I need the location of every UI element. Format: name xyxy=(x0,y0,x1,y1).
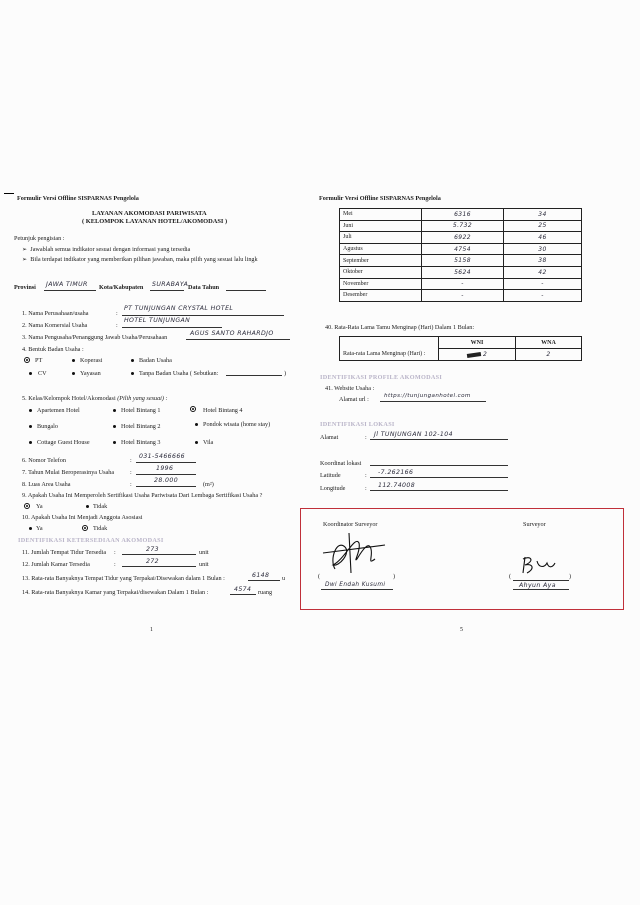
month-cell-month: November xyxy=(340,278,422,290)
page-1: Formulir Versi Offline SISPARNAS Pengelola LAYANAN AKOMODASI PARIWISATA ( KELOMPOK LAYANAN HOTEL/AKOMODASI ) Petunjuk pengisian : ➢ Jawablah semua indikator sesuai dengan informasi yang tersedia ➢ Bila terdapat indikator yang memberikan pilihan jawaban, maka pilih yang sesuai lalu lingk Provinsi JAWA TIMUR Kota/Kabupaten SURABAYA Data Tahun 1. Nama Perusahaan/usaha : PT TUNJUNGAN CRYSTAL HOTEL 2. Nama Komersial Usaha : HOTEL TUNJUNGAN 3. Nama Pengusaha/Penanggung Jawab Usaha/Perusahaan AGUS SANTO RAHARDJO 4. Bentuk Badan Usaha : PT Koperasi Badan Usaha CV Yayasan Tanpa Badan Usaha ( Sebutkan: ) 5. Kelas/Kelompok Hotel/Akomodasi (Pilih yang sesuai) : Apartemen Hotel Hotel Bintang 1 Hotel Bintang 4 Bungalo Hotel Bintang 2 Pondok wisata (home stay) Cottage Guest House Hotel Bintang 3 Vila 6. Nomor Telefon : 031-5466666 7. Tahun Mulai Beroperasinya Usaha : 1996 8. Luas Area Usaha : 28.000 (m²) 9. Apakah Usaha Ini Memperoleh Sertifikasi Usaha Pariwisata Dari Lembaga Sertifikasi Usaha ? Ya Tidak 10. Apakah Usaha Ini Menjadi Anggota Asosiasi Ya Tidak IDENTIFIKASI KETERSEDIAAN AKOMODASI 11. Jumlah Tempat Tidur Tersedia : 273 unit 12. Jumlah Kamar Tersedia : 272 unit 13. Rata-rata Banyaknya Tempat Tidur yang Terpakai/Disewakan dalam 1 Bulan : 6148 u 14. Rata-rata Banyaknya Kamar yang Terpakai/disewakan Dalam 1 Bulan : 4574 ruang 1 xyxy=(0,190,305,640)
bullet-icon xyxy=(195,441,198,444)
website-label: 41. Website Usaha : xyxy=(325,385,375,392)
beds-label: 11. Jumlah Tempat Tidur Tersedia xyxy=(22,549,107,556)
city-value: SURABAYA xyxy=(152,281,189,288)
city-label: Kota/Kabupaten xyxy=(99,284,144,291)
guests-unit: u xyxy=(282,575,286,582)
association-yes: Ya xyxy=(36,525,43,532)
month-cell-wna: 34 xyxy=(504,209,582,221)
certified-no: Tidak xyxy=(93,503,108,510)
arrow-icon: ➢ xyxy=(22,246,28,253)
avg-stay-wni: 2 xyxy=(439,349,516,361)
avg-stay-wna: 2 xyxy=(516,349,582,361)
guests-label: 13. Rata-rata Banyaknya Tempat Tidur yang Terpakai/Disewakan dalam 1 Bulan : xyxy=(22,575,225,582)
certified-yes: Ya xyxy=(36,503,43,510)
month-cell-wna: 30 xyxy=(504,243,582,255)
surveyor-signature xyxy=(519,553,559,579)
entity-yayasan: Yayasan xyxy=(80,370,101,377)
rooms-sold-value: 4574 xyxy=(234,586,252,593)
month-cell-wna: 38 xyxy=(504,255,582,267)
bullet-icon xyxy=(113,441,116,444)
month-row xyxy=(340,209,582,221)
class-bintang3: Hotel Bintang 3 xyxy=(121,439,161,446)
month-row xyxy=(340,220,582,232)
bullet-icon xyxy=(113,409,116,412)
latitude-value: -7.262166 xyxy=(378,469,414,476)
col-wna: WNA xyxy=(516,337,582,349)
surveyor-label: Surveyor xyxy=(523,521,546,528)
bullet-icon xyxy=(131,372,134,375)
month-cell-wna: - xyxy=(504,290,582,302)
phone-value: 031-5466666 xyxy=(139,453,185,460)
class-bintang4: Hotel Bintang 4 xyxy=(203,407,243,414)
bullet-icon xyxy=(29,372,32,375)
address-value: Jl TUNJUNGAN 102-104 xyxy=(374,431,453,438)
month-cell-wni: 5624 xyxy=(422,266,504,278)
doc-title-line2: ( KELOMPOK LAYANAN HOTEL/AKOMODASI ) xyxy=(82,218,228,225)
entity-koperasi: Koperasi xyxy=(80,357,103,364)
month-cell-wni: - xyxy=(422,290,504,302)
beds-value: 273 xyxy=(146,546,160,553)
month-cell-month: Desember xyxy=(340,290,422,302)
url-value: https://tunjunganhotel.com xyxy=(384,393,471,399)
month-cell-wni: - xyxy=(422,278,504,290)
company-name-value: PT TUNJUNGAN CRYSTAL HOTEL xyxy=(124,305,234,312)
bullet-icon xyxy=(72,372,75,375)
rooms-sold-label: 14. Rata-rata Banyaknya Kamar yang Terpakai/disewakan Dalam 1 Bulan : xyxy=(22,589,209,596)
coordinates-label: Koordinat lokasi xyxy=(320,460,362,467)
selected-radio-icon xyxy=(24,503,30,509)
month-cell-month: Agustus xyxy=(340,243,422,255)
instruction-2 xyxy=(22,257,258,263)
month-cell-wna: - xyxy=(504,278,582,290)
section-occupancy-heading: IDENTIFIKASI KETERSEDIAAN AKOMODASI xyxy=(18,537,164,544)
entity-pt: PT xyxy=(35,357,43,364)
avg-stay-table xyxy=(339,336,582,361)
coordinator-label: Koordinator Surveyor xyxy=(323,521,378,528)
class-label-text: 5. Kelas/Kelompok Hotel/Akomodasi xyxy=(22,395,116,402)
page-number: 1 xyxy=(150,627,153,633)
year-started-label: 7. Tahun Mulai Beroperasinya Usaha xyxy=(22,469,115,476)
instruction-1 xyxy=(22,247,190,253)
association-no: Tidak xyxy=(93,525,108,532)
instructions-heading: Petunjuk pengisian : xyxy=(14,235,65,242)
selected-radio-icon xyxy=(82,525,88,531)
surveyor-name: Ahyun Aya xyxy=(519,582,556,589)
bullet-icon xyxy=(195,423,198,426)
commercial-name-label: 2. Nama Komersial Usaha xyxy=(22,322,88,329)
class-vila: Vila xyxy=(203,439,214,446)
month-cell-wni: 4754 xyxy=(422,243,504,255)
manager-label: 3. Nama Pengusaha/Penanggung Jawab Usaha/Perusahaan xyxy=(22,334,168,341)
month-cell-month: Juni xyxy=(340,220,422,232)
month-cell-wni: 5158 xyxy=(422,255,504,267)
url-label: Alamat url : xyxy=(339,396,369,403)
province-label: Provinsi xyxy=(14,284,36,291)
rooms-sold-unit: ruang xyxy=(258,589,273,596)
beds-unit: unit xyxy=(199,549,209,556)
selected-radio-icon xyxy=(190,406,196,412)
col-wni: WNI xyxy=(439,337,516,349)
bullet-icon xyxy=(29,527,32,530)
class-bintang1: Hotel Bintang 1 xyxy=(121,407,161,414)
page-number: 5 xyxy=(460,627,463,633)
class-bintang2: Hotel Bintang 2 xyxy=(121,423,161,430)
commercial-name-value: HOTEL TUNJUNGAN xyxy=(124,317,191,324)
longitude-label: Longitude xyxy=(320,485,346,492)
avg-stay-row-label: Rata-rata Lama Menginap (Hari) : xyxy=(340,349,439,361)
company-name-label: 1. Nama Perusahaan/usaha xyxy=(22,310,89,317)
month-cell-month: Mei xyxy=(340,209,422,221)
address-label: Alamat xyxy=(320,434,339,441)
rooms-label: 12. Jumlah Kamar Tersedia xyxy=(22,561,90,568)
month-row xyxy=(340,278,582,290)
scan-mark xyxy=(4,193,14,194)
guests-value: 6148 xyxy=(252,572,270,579)
month-cell-month: September xyxy=(340,255,422,267)
bullet-icon xyxy=(86,505,89,508)
area-value: 28.000 xyxy=(154,477,179,484)
month-cell-month: Juli xyxy=(340,232,422,244)
year-started-value: 1996 xyxy=(156,465,174,472)
form-header: Formulir Versi Offline SISPARNAS Pengelola xyxy=(17,195,139,202)
bullet-icon xyxy=(113,425,116,428)
class-apartemen: Apartemen Hotel xyxy=(37,407,80,414)
section-location-heading: IDENTIFIKASI LOKASI xyxy=(320,421,395,428)
coordinator-signature xyxy=(315,529,395,577)
certified-label: 9. Apakah Usaha Ini Memperoleh Sertifikasi Usaha Pariwisata Dari Lembaga Sertifikasi Usaha ? xyxy=(22,492,263,499)
month-cell-wna: 46 xyxy=(504,232,582,244)
bullet-icon xyxy=(72,359,75,362)
month-cell-wna: 25 xyxy=(504,220,582,232)
area-label: 8. Luas Area Usaha xyxy=(22,481,71,488)
month-row xyxy=(340,232,582,244)
bullet-icon xyxy=(29,425,32,428)
rooms-unit: unit xyxy=(199,561,209,568)
month-cell-month: Oktober xyxy=(340,266,422,278)
manager-value: AGUS SANTO RAHARDJO xyxy=(190,330,274,337)
coordinator-name: Dwi Endah Kusumi xyxy=(325,582,386,588)
instruction-2-text: Bila terdapat indikator yang memberikan pilihan jawaban, maka pilih yang sesuai lalu lingk xyxy=(30,256,258,263)
rooms-value: 272 xyxy=(146,558,160,565)
entity-other: Tanpa Badan Usaha ( Sebutkan: xyxy=(139,370,219,377)
month-cell-wni: 5.732 xyxy=(422,220,504,232)
bullet-icon xyxy=(29,441,32,444)
phone-label: 6. Nomor Telefon xyxy=(22,457,66,464)
month-cell-wni: 6922 xyxy=(422,232,504,244)
signature-box: Koordinator Surveyor Surveyor ( ) Dwi Endah Kusumi ( ) Ahyun Aya xyxy=(300,508,624,610)
area-unit: (m²) xyxy=(203,481,214,488)
bullet-icon xyxy=(131,359,134,362)
page-5: Formulir Versi Offline SISPARNAS Pengelola Mei 6316 34 Juni 5.732 25 Juli 6922 46 Agustus 4754 30 September 5158 38 Oktober 5624 42 November - - Desember - - 40. Rata-Rata Lama Tamu Menginap (Hari) Dalam 1 Bulan: WNI WNA Rata-rata Lama Menginap (Hari) : 2 2 IDENTIFIKASI PROFILE AKOMODASI 41. Website Usaha : Alamat url : https://tunjunganhotel.com IDENTIFIKASI LOKASI Alamat : Jl TUNJUNGAN 102-104 Koordinat lokasi Latitude : -7.262166 Longitude : 112.74008 Koordinator Surveyor Surveyor ( ) Dwi Endah Kusumi ( ) Ahyun Aya 5 xyxy=(308,190,640,640)
section-website-heading: IDENTIFIKASI PROFILE AKOMODASI xyxy=(320,374,443,381)
form-header: Formulir Versi Offline SISPARNAS Pengelola xyxy=(319,195,441,202)
doc-title-line1: LAYANAN AKOMODASI PARIWISATA xyxy=(92,210,207,217)
association-label: 10. Apakah Usaha Ini Menjadi Anggota Asosiasi xyxy=(22,514,143,521)
arrow-icon: ➢ xyxy=(22,256,28,263)
month-row xyxy=(340,255,582,267)
class-hint: (Pilih yang sesuai) : xyxy=(117,395,168,402)
longitude-value: 112.74008 xyxy=(378,482,416,489)
latitude-label: Latitude xyxy=(320,472,341,479)
month-row xyxy=(340,290,582,302)
province-value: JAWA TIMUR xyxy=(46,281,88,288)
avg-stay-label: 40. Rata-Rata Lama Tamu Menginap (Hari) Dalam 1 Bulan: xyxy=(325,324,475,331)
class-bungalo: Bungalo xyxy=(37,423,58,430)
entity-cv: CV xyxy=(38,370,47,377)
class-homestay: Pondok wisata (home stay) xyxy=(203,421,271,428)
class-label xyxy=(22,396,168,402)
instruction-1-text: Jawablah semua indikator sesuai dengan informasi yang tersedia xyxy=(30,246,191,253)
month-cell-wni: 6316 xyxy=(422,209,504,221)
bullet-icon xyxy=(29,409,32,412)
class-guesthouse: Cottage Guest House xyxy=(37,439,90,446)
business-entity-label: 4. Bentuk Badan Usaha : xyxy=(22,346,84,353)
monthly-guests-table xyxy=(339,208,582,302)
month-row xyxy=(340,266,582,278)
year-label: Data Tahun xyxy=(188,284,220,291)
scribble-mark xyxy=(467,352,481,358)
selected-radio-icon xyxy=(24,357,30,363)
month-row xyxy=(340,243,582,255)
entity-badan-usaha: Badan Usaha xyxy=(139,357,172,364)
month-cell-wna: 42 xyxy=(504,266,582,278)
